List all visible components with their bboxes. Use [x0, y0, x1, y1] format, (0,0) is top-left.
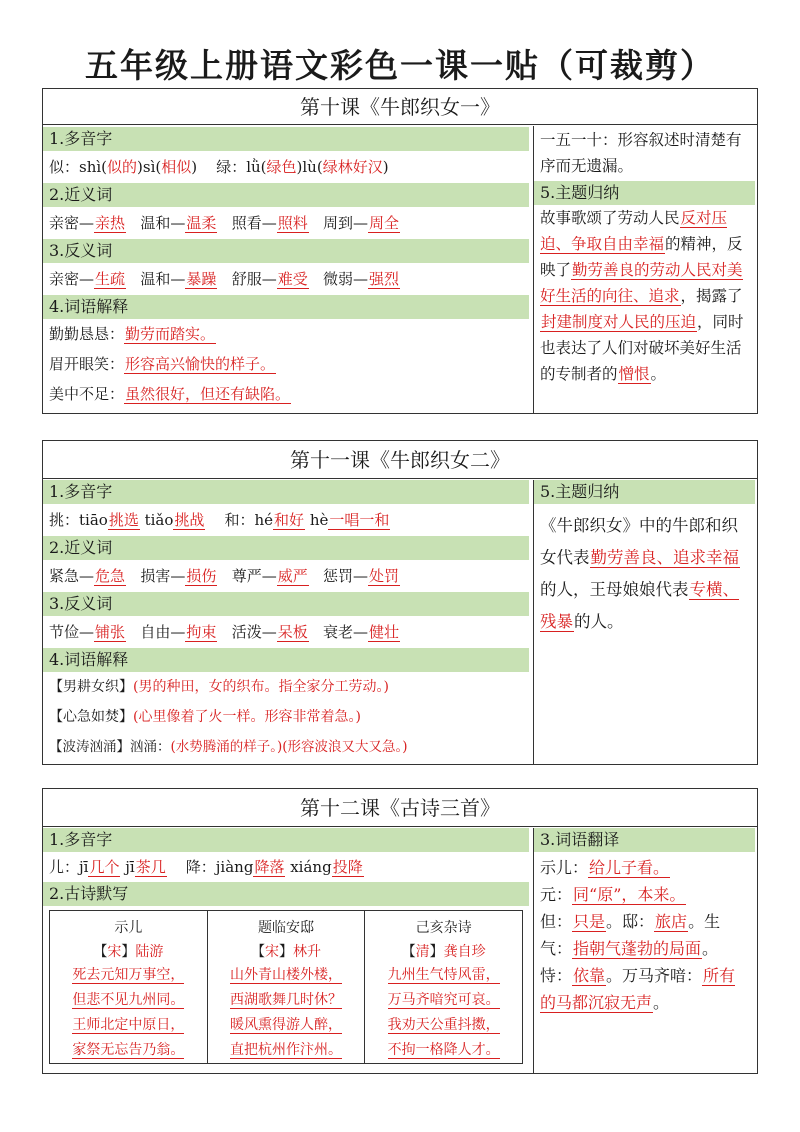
section-heading: 2.近义词: [43, 183, 529, 207]
lesson11-right: [533, 480, 755, 764]
synonym-row: 亲密—亲热 温和—温柔 照看—照料 周到—周全: [49, 214, 400, 232]
section-heading: 5.主题归纳: [534, 480, 755, 504]
section-heading: 3.反义词: [43, 239, 529, 263]
poem: 题临安邸 【宋】林升 山外青山楼外楼， 西湖歌舞几时休？ 暖风熏得游人醉， 直把杭州作汴州。: [207, 911, 365, 1063]
lesson12-title: 第十二课《古诗三首》: [43, 789, 757, 827]
section-heading: 4.词语解释: [43, 295, 529, 319]
antonym-row: 亲密—生疏 温和—暴躁 舒服—难受 微弱—强烈: [49, 270, 400, 288]
section-heading: 1.多音字: [43, 828, 529, 852]
theme-text: 《牛郎织女》中的牛郎和织女代表勤劳善良、追求幸福的人，王母娘娘代表专横、残暴的人。: [540, 516, 739, 631]
polyphone-row: 似：shì(似的)sì(相似) 绿：lǜ(绿色)lù(绿林好汉): [49, 158, 389, 176]
theme-text: 故事歌颂了劳动人民反对压迫、争取自由幸福的精神，反映了勤劳善良的劳动人民对美好生活的向往、追求，揭露了封建制度对人民的压迫，同时也表达了人们对破坏美好生活的专制者的憎恨。: [540, 209, 744, 383]
note-text: 一五一十：形容叙述时清楚有序而无遗漏。: [540, 131, 742, 175]
lesson10-right: [533, 126, 755, 413]
section-heading: 2.近义词: [43, 536, 529, 560]
section-heading: 4.词语解释: [43, 648, 529, 672]
polyphone-row: 儿：jī几个 jī茶几 降：jiàng降落 xiáng投降: [49, 858, 363, 876]
page-title: 五年级上册语文彩色一课一贴（可裁剪）: [85, 46, 715, 85]
lesson12-left: [43, 828, 529, 1073]
polyphone-row: 挑：tiāo挑选 tiǎo挑战 和：hé和好 hè一唱一和: [49, 511, 390, 529]
definition-row: 美中不足：虽然很好，但还有缺陷。: [49, 385, 291, 403]
lesson10-title: 第十课《牛郎织女一》: [43, 89, 757, 125]
lesson10-card: [42, 88, 758, 414]
lesson10-left: [43, 126, 529, 409]
translation-text: 示儿：给儿子看。 元：同“原”，本来。 但：只是。邸：旅店。生气：指朝气蓬勃的局面。恃：依靠。万马齐喑：所有的马都沉寂无声。: [540, 858, 736, 1012]
section-heading: 1.多音字: [43, 127, 529, 151]
definition-row: 【男耕女织】(男的种田，女的织布。指全家分工劳动。): [49, 679, 389, 695]
antonym-row: 节俭—铺张 自由—拘束 活泼—呆板 衰老—健壮: [49, 623, 400, 641]
synonym-row: 紧急—危急 损害—损伤 尊严—威严 惩罚—处罚: [49, 567, 400, 585]
section-heading: 3.反义词: [43, 592, 529, 616]
lesson11-card: [42, 440, 758, 765]
lesson12-right: [533, 828, 755, 1073]
lesson11-title: 第十一课《牛郎织女二》: [43, 441, 757, 479]
section-heading: 5.主题归纳: [534, 181, 755, 205]
lesson12-card: [42, 788, 758, 1074]
definition-row: 【心急如焚】(心里像着了火一样。形容非常着急。): [49, 709, 361, 725]
definition-row: 眉开眼笑：形容高兴愉快的样子。: [49, 355, 276, 373]
poem-table: [49, 910, 523, 1064]
section-heading: 3.词语翻译: [534, 828, 755, 852]
section-heading: 2.古诗默写: [43, 882, 529, 906]
section-heading: 1.多音字: [43, 480, 529, 504]
lesson11-left: [43, 480, 529, 762]
poem: 己亥杂诗 【清】龚自珍 九州生气恃风雷， 万马齐喑究可哀。 我劝天公重抖擞， 不拘一格降人才。: [364, 911, 522, 1063]
definition-row: 【波涛汹涌】汹涌：(水势腾涌的样子。)(形容波浪又大又急。): [49, 739, 408, 755]
poem: 示儿 【宋】陆游 死去元知万事空， 但悲不见九州同。 王师北定中原日， 家祭无忘告乃翁。: [72, 920, 185, 1058]
definition-row: 勤勤恳恳：勤劳而踏实。: [49, 325, 216, 343]
